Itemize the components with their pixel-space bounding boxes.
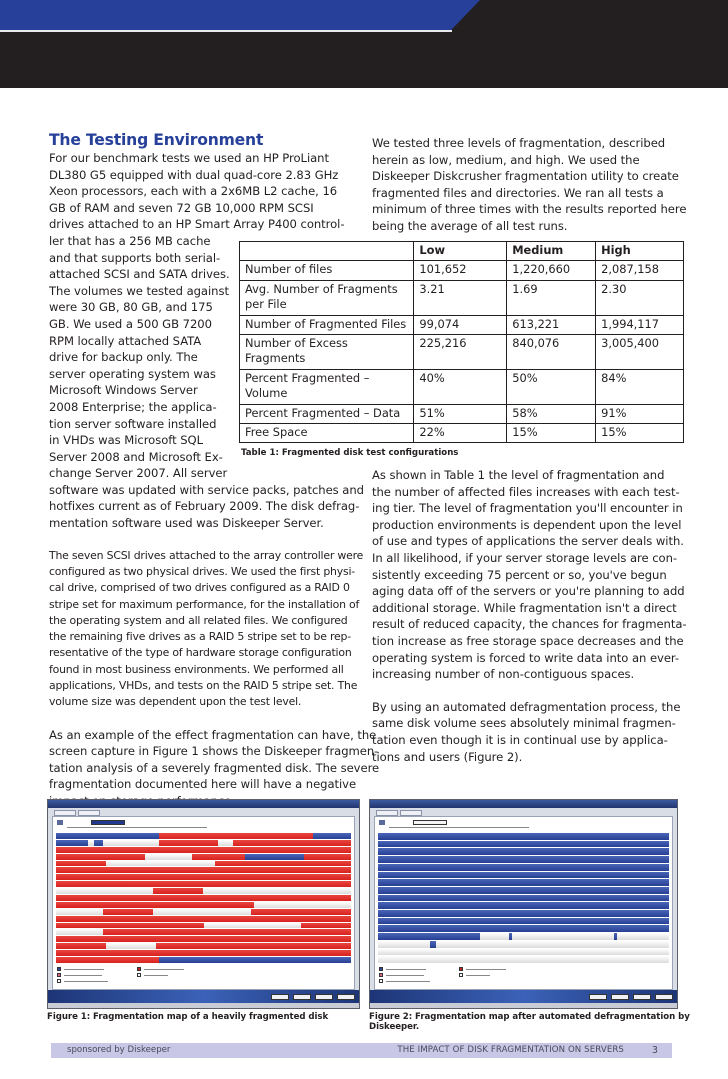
table-cell: 1,220,660 bbox=[507, 261, 596, 280]
row-label: Percent Fragmented – Data bbox=[240, 404, 414, 423]
left-paragraph-3 bbox=[49, 727, 380, 810]
text-line: The seven SCSI drives attached to the array controller were bbox=[49, 548, 364, 562]
map-legend bbox=[379, 967, 579, 985]
right-paragraph-2 bbox=[372, 467, 692, 683]
text-line: the number of affected files increases with each test- bbox=[372, 484, 680, 499]
row-label: Percent Fragmented – Volume bbox=[240, 369, 414, 404]
text-line: production environments is dependent upon the level bbox=[372, 517, 682, 532]
disk-icon bbox=[57, 820, 63, 825]
row-label: Number of files bbox=[240, 261, 414, 280]
text-line: By using an automated defragmentation process, the bbox=[372, 699, 681, 714]
text-line: GB. We used a 500 GB 7200 bbox=[49, 316, 212, 331]
footer-sponsor: sponsored by Diskeeper bbox=[67, 1045, 171, 1055]
table-cell: 1,994,117 bbox=[596, 315, 684, 334]
table-cell: 840,076 bbox=[507, 335, 596, 370]
text-line: ler that has a 256 MB cache bbox=[49, 233, 211, 248]
text-line: and that supports both serial- bbox=[49, 250, 221, 265]
text-line: server operating system was bbox=[49, 366, 216, 381]
disk-icon bbox=[379, 820, 385, 825]
text-line: of use and types of applications the server deals with. bbox=[372, 534, 684, 549]
table-row bbox=[240, 335, 684, 370]
text-line: The volumes we tested against bbox=[49, 283, 229, 298]
table-cell: 51% bbox=[414, 404, 507, 423]
text-line: Xeon processors, each with a 2x6MB L2 cache, 16 bbox=[49, 184, 338, 199]
text-line: software was updated with service packs, patches and bbox=[49, 482, 364, 497]
text-line: Diskeeper Diskcrusher fragmentation utility to create bbox=[372, 169, 679, 184]
map-legend bbox=[57, 967, 257, 985]
text-line: hotfixes current as of February 2009. The disk defrag- bbox=[49, 499, 360, 514]
text-line: screen capture in Figure 1 shows the Diskeeper fragmen- bbox=[49, 744, 379, 759]
text-line: fragmentation documented here will have a negative bbox=[49, 777, 357, 792]
page-footer bbox=[51, 1043, 672, 1058]
header-blue-band bbox=[0, 0, 480, 30]
table-row bbox=[240, 404, 684, 423]
text-line: Server 2008 and Microsoft Ex- bbox=[49, 449, 223, 464]
table-caption: Table 1: Fragmented disk test configurations bbox=[241, 448, 459, 458]
table-cell: 91% bbox=[596, 404, 684, 423]
right-column-lower bbox=[372, 467, 692, 765]
window-titlebar bbox=[370, 800, 677, 808]
view-selector-row bbox=[57, 820, 350, 826]
text-line: Microsoft Windows Server bbox=[49, 383, 198, 398]
text-line: herein as low, medium, and high. We used the bbox=[372, 152, 640, 167]
text-line: being the average of all test runs. bbox=[372, 218, 568, 233]
text-line: We tested three levels of fragmentation, described bbox=[372, 136, 666, 150]
section-title: The Testing Environment bbox=[49, 131, 264, 149]
text-line: tions and users (Figure 2). bbox=[372, 749, 523, 764]
text-line: same disk volume sees absolutely minimal fragmen- bbox=[372, 716, 676, 731]
table-cell: 40% bbox=[414, 369, 507, 404]
table-cell: 1.69 bbox=[507, 280, 596, 315]
table-row bbox=[240, 261, 684, 280]
text-line: were 30 GB, 80 GB, and 175 bbox=[49, 300, 213, 315]
table-cell: 225,216 bbox=[414, 335, 507, 370]
text-line: tion increase as free storage space decreases and the bbox=[372, 633, 684, 648]
text-line: fragmented files and directories. We ran all tests a bbox=[372, 185, 664, 200]
text-line: mentation software used was Diskeeper Server. bbox=[49, 516, 324, 531]
text-line: operating system is forced to write data into an ever- bbox=[372, 650, 680, 665]
table-header-row bbox=[240, 242, 684, 261]
fragmentation-config-table bbox=[239, 241, 684, 443]
table-cell: 3,005,400 bbox=[596, 335, 684, 370]
table-header-cell bbox=[240, 242, 414, 261]
table-cell: 50% bbox=[507, 369, 596, 404]
figure-1-caption: Figure 1: Fragmentation map of a heavily fragmented disk bbox=[47, 1012, 329, 1022]
figure-2-screenshot bbox=[369, 799, 678, 1009]
left-column bbox=[49, 131, 380, 810]
table-cell: 58% bbox=[507, 404, 596, 423]
text-line: As an example of the effect fragmentation can have, the bbox=[49, 727, 377, 742]
fragmentation-map bbox=[56, 833, 351, 963]
table-cell: 84% bbox=[596, 369, 684, 404]
text-line: GB of RAM and seven 72 GB 10,000 RPM SCSI bbox=[49, 200, 314, 215]
text-line: As shown in Table 1 the level of fragmentation and bbox=[372, 468, 665, 482]
text-line: aging data off of the servers or you're planning to add bbox=[372, 584, 685, 599]
figure-1-screenshot bbox=[47, 799, 360, 1009]
table-cell: 613,221 bbox=[507, 315, 596, 334]
text-line: volume size was dependent upon the test level. bbox=[49, 695, 302, 709]
text-line: the operating system and all related files. We configured bbox=[49, 613, 348, 627]
text-line: RPM locally attached SATA bbox=[49, 333, 202, 348]
table-row bbox=[240, 280, 684, 315]
header-banner bbox=[0, 0, 728, 88]
text-line: tation analysis of a severely fragmented disk. The severe bbox=[49, 760, 380, 775]
text-line: result of reduced capacity, the chances for fragmenta- bbox=[372, 617, 687, 632]
table-cell: 15% bbox=[596, 424, 684, 443]
text-line: stripe set for maximum performance, for the installation of bbox=[49, 597, 360, 611]
view-selector-row bbox=[379, 820, 668, 826]
text-line: tation even though it is in continual use by applica- bbox=[372, 732, 668, 747]
table-cell: 22% bbox=[414, 424, 507, 443]
figure-2-caption: Figure 2: Fragmentation map after automated defragmentation by Diskeeper. bbox=[369, 1012, 690, 1032]
text-line: DL380 G5 equipped with dual quad-core 2.83 GHz bbox=[49, 167, 339, 182]
text-line: attached SCSI and SATA drives. bbox=[49, 267, 230, 282]
text-line: ing tier. The level of fragmentation you'll encounter in bbox=[372, 501, 683, 516]
view-dropdown bbox=[413, 820, 447, 825]
row-label: Free Space bbox=[240, 424, 414, 443]
text-line: 2008 Enterprise; the applica- bbox=[49, 399, 217, 414]
table-row bbox=[240, 315, 684, 334]
row-label: Avg. Number of Fragments per File bbox=[240, 280, 414, 315]
analysis-panel bbox=[374, 816, 673, 990]
table-cell: 3.21 bbox=[414, 280, 507, 315]
text-line: tion server software installed bbox=[49, 416, 217, 431]
table-cell: 99,074 bbox=[414, 315, 507, 334]
table-cell: 101,652 bbox=[414, 261, 507, 280]
right-paragraph-3 bbox=[372, 699, 692, 765]
text-line: For our benchmark tests we used an HP ProLiant bbox=[49, 151, 329, 165]
table-header-cell: Low bbox=[414, 242, 507, 261]
window-button-bar bbox=[48, 990, 359, 1003]
text-line: drives attached to an HP Smart Array P400 control- bbox=[49, 217, 345, 232]
right-paragraph-1 bbox=[372, 135, 687, 235]
text-line: In all likelihood, if your server storage levels are con- bbox=[372, 550, 678, 565]
analysis-panel bbox=[52, 816, 355, 990]
table-cell: 15% bbox=[507, 424, 596, 443]
text-line: applications, VHDs, and tests on the RAID 5 stripe set. The bbox=[49, 679, 358, 693]
table-row bbox=[240, 369, 684, 404]
left-paragraph-2 bbox=[49, 548, 364, 711]
header-stripe bbox=[0, 30, 452, 32]
text-line: increasing number of non-contiguous spaces. bbox=[372, 667, 635, 682]
right-column bbox=[372, 135, 687, 235]
text-line: in VHDs was Microsoft SQL bbox=[49, 433, 204, 448]
view-dropdown bbox=[91, 820, 125, 825]
text-line: configured as two physical drives. We used the first physi- bbox=[49, 564, 356, 578]
text-line: cal drive, comprised of two drives configured as a RAID 0 bbox=[49, 581, 350, 595]
text-line: sistently exceeding 75 percent or so, you've begun bbox=[372, 567, 667, 582]
text-line: the remaining five drives as a RAID 5 stripe set to be rep- bbox=[49, 630, 352, 644]
table-row bbox=[240, 424, 684, 443]
table-header-cell: Medium bbox=[507, 242, 596, 261]
text-line: additional storage. While fragmentation isn't a direct bbox=[372, 600, 677, 615]
table-cell: 2.30 bbox=[596, 280, 684, 315]
table-header-cell: High bbox=[596, 242, 684, 261]
window-button-bar bbox=[370, 990, 677, 1003]
page-number: 3 bbox=[651, 1045, 658, 1056]
window-titlebar bbox=[48, 800, 359, 808]
text-line: drive for backup only. The bbox=[49, 350, 198, 365]
text-line: change Server 2007. All server bbox=[49, 466, 228, 481]
row-label: Number of Excess Fragments bbox=[240, 335, 414, 370]
text-line: resentative of the type of hardware storage configuration bbox=[49, 646, 352, 660]
table-cell: 2,087,158 bbox=[596, 261, 684, 280]
fragmentation-map bbox=[378, 833, 669, 963]
text-line: found in most business environments. We performed all bbox=[49, 662, 344, 676]
row-label: Number of Fragmented Files bbox=[240, 315, 414, 334]
text-line: minimum of three times with the results reported here bbox=[372, 202, 687, 217]
footer-title: THE IMPACT OF DISK FRAGMENTATION ON SERVERS bbox=[397, 1045, 624, 1055]
